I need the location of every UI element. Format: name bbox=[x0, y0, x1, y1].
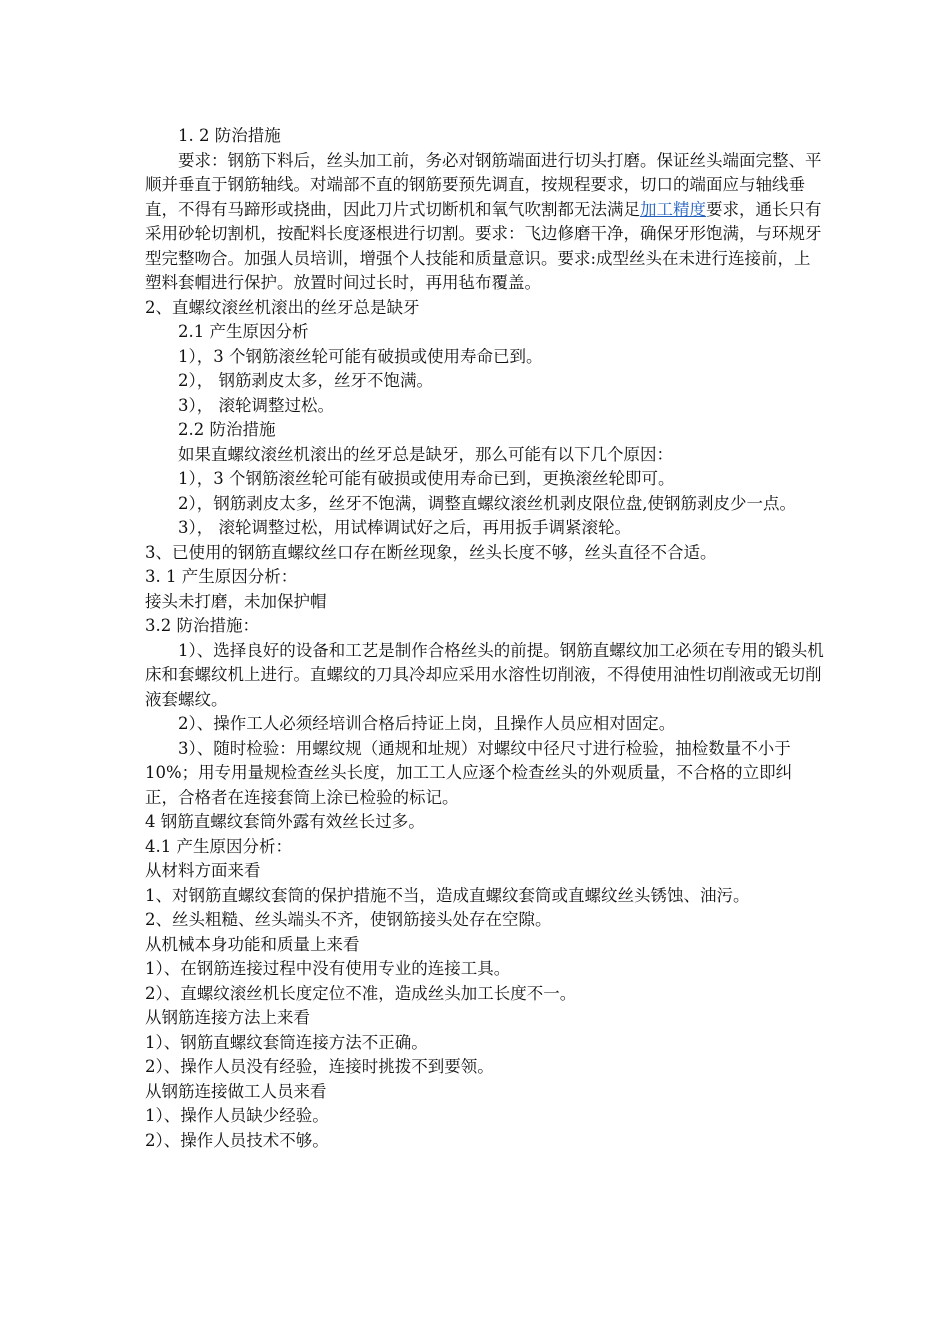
section-heading-2-2: 2.2 防治措施 bbox=[178, 420, 276, 439]
list-item: 2）、操作人员技术不够。 bbox=[145, 1130, 329, 1150]
section-heading-3-2: 3.2 防治措施： bbox=[145, 616, 259, 635]
paragraph-requirements bbox=[145, 149, 825, 296]
paragraph-text: 要求：钢筋下料后，丝头加工前，务必对钢筋端面进行切头打磨。保证丝头端面完整、平顺并垂直于钢筋轴线。对端部不直的钢筋要预先调直，按规程要求，切口的端面应与轴线垂直，不得有马蹄形或挠曲，因此刀片式切断机和氧气吹割都无法满足 bbox=[145, 150, 822, 219]
section-heading-1-2: 1. 2 防治措施 bbox=[178, 126, 281, 145]
group-heading-machinery: 从机械本身功能和质量上来看 bbox=[145, 934, 360, 954]
list-item: 3）， 滚轮调整过松。 bbox=[178, 395, 334, 415]
group-heading-workers: 从钢筋连接做工人员来看 bbox=[145, 1081, 327, 1101]
group-heading-materials: 从材料方面来看 bbox=[145, 861, 261, 880]
document-body bbox=[145, 124, 825, 1153]
paragraph-intro: 如果直螺纹滚丝机滚出的丝牙总是缺牙，那么可能有以下几个原因： bbox=[178, 444, 673, 464]
list-item: 1）、钢筋直螺纹套筒连接方法不正确。 bbox=[145, 1032, 428, 1052]
list-item: 2、丝头粗糙、丝头端头不齐，使钢筋接头处存在空隙。 bbox=[145, 910, 552, 929]
section-heading-3-1: 3. 1 产生原因分析： bbox=[145, 567, 298, 586]
section-heading-4: 4 钢筋直螺纹套筒外露有效丝长过多。 bbox=[145, 812, 425, 831]
list-item: 3）、随时检验：用螺纹规（通规和址规）对螺纹中径尺寸进行检验，抽检数量不小于 10%；用专用量规检查丝头长度，加工工人应逐个检查丝头的外观质量，不合格的立即纠正，合格者在连接套筒上涂已检验的标记。 bbox=[145, 738, 793, 807]
list-item: 1、对钢筋直螺纹套筒的保护措施不当，造成直螺纹套筒或直螺纹丝头锈蚀、油污。 bbox=[145, 885, 750, 905]
list-item: 1）、选择良好的设备和工艺是制作合格丝头的前提。钢筋直螺纹加工必须在专用的锻头机床和套螺纹机上进行。直螺纹的刀具冷却应采用水溶性切削液，不得使用油性切削液或无切削液套螺纹。 bbox=[145, 640, 824, 709]
paragraph-text: 接头未打磨，未加保护帽 bbox=[145, 591, 327, 611]
section-heading-3: 3、已使用的钢筋直螺纹丝口存在断丝现象，丝头长度不够，丝头直径不合适。 bbox=[145, 542, 717, 562]
list-item: 3）， 滚轮调整过松，用试棒调试好之后，再用扳手调紧滚轮。 bbox=[178, 518, 631, 537]
list-item: 2）、操作人员没有经验，连接时挑拨不到要领。 bbox=[145, 1057, 494, 1076]
processing-accuracy-link[interactable]: 加工精度 bbox=[640, 199, 706, 219]
section-heading-2-1: 2.1 产生原因分析 bbox=[178, 322, 309, 341]
paragraph-text: 要求，通长只有采用砂轮切割机，按配料长度逐根进行切割。要求：飞边修磨干净，确保牙形饱满，与环规牙型完整吻合。加强人员培训，增强个人技能和质量意识。要求:成型丝头在未进行连接前，上塑料套帽进行保护。放置时间过长时，再用毡布覆盖。 bbox=[145, 199, 822, 292]
list-item: 2）， 钢筋剥皮太多，丝牙不饱满。 bbox=[178, 371, 433, 390]
section-heading-4-1: 4.1 产生原因分析： bbox=[145, 836, 292, 856]
list-item: 1），3 个钢筋滚丝轮可能有破损或使用寿命已到，更换滚丝轮即可。 bbox=[178, 469, 675, 488]
list-item: 2）、直螺纹滚丝机长度定位不准，造成丝头加工长度不一。 bbox=[145, 983, 577, 1003]
list-item: 1）、操作人员缺少经验。 bbox=[145, 1106, 329, 1125]
section-heading-2: 2、直螺纹滚丝机滚出的丝牙总是缺牙 bbox=[145, 297, 420, 317]
list-item: 2），钢筋剥皮太多，丝牙不饱满，调整直螺纹滚丝机剥皮限位盘,使钢筋剥皮少一点。 bbox=[178, 493, 796, 513]
group-heading-method: 从钢筋连接方法上来看 bbox=[145, 1008, 310, 1027]
list-item: 1）、在钢筋连接过程中没有使用专业的连接工具。 bbox=[145, 959, 511, 978]
list-item: 1），3 个钢筋滚丝轮可能有破损或使用寿命已到。 bbox=[178, 346, 543, 366]
list-item: 2）、操作工人必须经培训合格后持证上岗，且操作人员应相对固定。 bbox=[178, 714, 676, 733]
